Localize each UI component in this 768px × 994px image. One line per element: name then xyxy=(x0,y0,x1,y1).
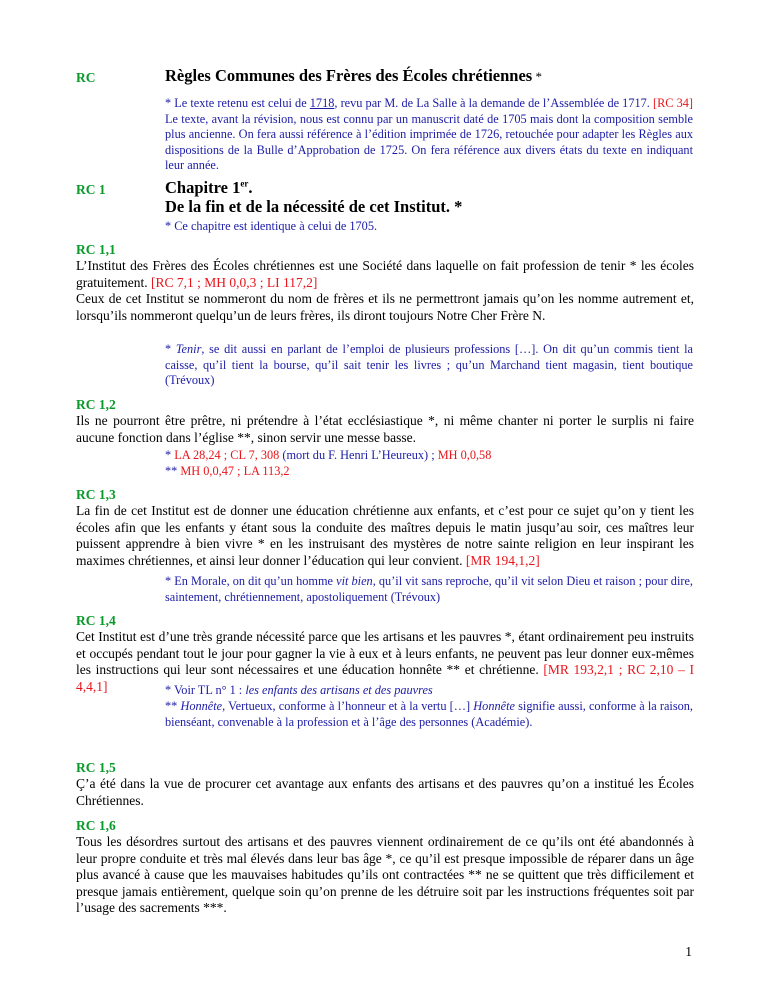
footnote: ** Honnête, Vertueux, conforme à l’honneur et à la vertu […] Honnête signifie aussi, conforme à la raison, bienséant, convenable à la profession et à l’âge des personnes (Académie). xyxy=(165,699,693,729)
section-paragraph: Tous les désordres surtout des artisans et des pauvres viennent ordinairement de ce qu’ils ont été abandonnés à leur propre conduite et très mal élevés dans leur bas âge *, ce qu’il est presque impossible de réparer dans un âge plus avancé à cause que les mauvaises habitudes qu’ils ont contractées ** ne se quittent que très difficilement et presque jamais entièrement, quelque soin qu’on prenne de les détruire soit par les instructions fréquentes soit par l’usage des sacrements ***. xyxy=(76,834,694,916)
footnote: * En Morale, on dit qu’un homme vit bien, qu’il vit sans reproche, qu’il vit selon Dieu et raison ; pour dire, saintement, chrétiennement, apostoliquement (Trévoux) xyxy=(165,574,693,604)
chapter-title: Chapitre 1er. De la fin et de la nécessité de cet Institut. * xyxy=(165,178,463,216)
section-heading: RC 1,6 xyxy=(76,818,116,833)
section-paragraph: L’Institut des Frères des Écoles chrétiennes est une Société dans laquelle on fait profession de tenir * les écoles gratuitement. [RC 7,1 ; MH 0,0,3 ; LI 117,2] Ceux de cet Institut se nommeront du nom de frères et ils ne permettront jamais qu’on les nomme autrement et, lorsqu’ils nommeront quelqu’un de leurs frères, ils diront toujours Notre Cher Frère N. xyxy=(76,258,694,323)
section-heading: RC 1,1 xyxy=(76,242,116,257)
section-heading: RC 1,2 xyxy=(76,397,116,412)
document-title: Règles Communes des Frères des Écoles chrétiennes * xyxy=(165,66,542,85)
header-note: * Le texte retenu est celui de 1718, revu par M. de La Salle à la demande de l’Assemblée de 1717. [RC 34] Le texte, avant la révision, nous est connu par un manuscrit daté de 1705 mais dont la composition semble plus ancienne. On fera aussi référence à l’édition imprimée de 1726, retouchée pour adapter les Règles aux dispositions de la Bulle d’Approbation de 1725. On fera référence aux divers états du texte en indiquant leur année. xyxy=(165,96,693,173)
footnote: * Tenir, se dit aussi en parlant de l’emploi de plusieurs professions […]. On dit qu’un commis tient la caisse, qu’il tient la bourse, qu’il sait tenir les livres ; qu’un Marchand tient magasin, tient boutique (Trévoux) xyxy=(165,342,693,388)
section-heading: RC 1,5 xyxy=(76,760,116,775)
chapter-note: * Ce chapitre est identique à celui de 1705. xyxy=(165,219,378,233)
section-paragraph: La fin de cet Institut est de donner une éducation chrétienne aux enfants, et c’est pour ce sujet qu’on y tient les écoles afin que les enfants y étant sous la conduite des maîtres depuis le matin jusqu’au soir, ces maîtres leur puissent apprendre à bien vivre * en les instruisant des mystères de notre sainte religion en leur inspirant les maximes chrétiennes, et ainsi leur donner l’éducation qui leur convient. [MR 194,1,2] xyxy=(76,503,694,568)
rc-label: RC xyxy=(76,70,96,85)
chapter-subtitle: De la fin et de la nécessité de cet Institut. * xyxy=(165,197,463,216)
footnote: ** MH 0,0,47 ; LA 113,2 xyxy=(165,464,290,478)
page-number: 1 xyxy=(685,944,692,959)
footnote: * Voir TL n° 1 : les enfants des artisans et des pauvres xyxy=(165,683,433,697)
section-paragraph: Ils ne pourront être prêtre, ni prétendre à l’état ecclésiastique *, ni même chanter ni porter le surplis ni faire aucune fonction dans l’église **, sinon servir une messe basse. xyxy=(76,413,694,445)
section-heading: RC 1,3 xyxy=(76,487,116,502)
section-heading: RC 1,4 xyxy=(76,613,116,628)
section-paragraph: Cet Institut est d’une très grande nécessité parce que les artisans et les pauvres *, étant ordinairement peu instruits et occupés pendant tout le jour pour gagner la vie à eux et à leurs enfants, ne peuvent pas leur donner eux-mêmes les instructions qui leur sont nécessaires et une éducation honnête ** et chrétienne. [MR 193,2,1 ; RC 2,10 – I 4,4,1] xyxy=(76,629,694,694)
footnote: * LA 28,24 ; CL 7, 308 (mort du F. Henri L’Heureux) ; MH 0,0,58 xyxy=(165,448,492,462)
chapter-label: RC 1 xyxy=(76,182,106,197)
section-paragraph: Ç’a été dans la vue de procurer cet avantage aux enfants des artisans et des pauvres qu’on a institué les Écoles Chrétiennes. xyxy=(76,776,694,808)
